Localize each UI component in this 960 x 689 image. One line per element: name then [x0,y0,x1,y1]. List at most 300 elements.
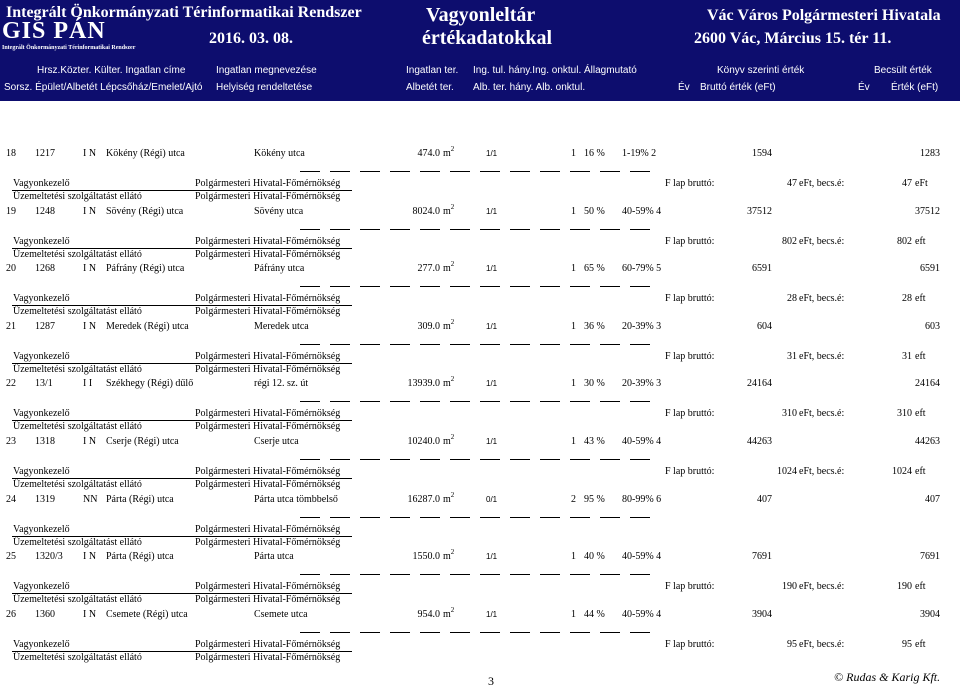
estimate-unit: eft [915,293,926,304]
flap-label: F lap bruttó: [665,466,715,477]
separator-dash [570,459,590,460]
row-rule [12,478,352,479]
property-address: Párta (Régi) utca [106,551,174,562]
separator-dash [300,401,320,402]
separator-dash [480,344,500,345]
own-share: 1 [571,321,576,332]
book-value: 604 [757,321,772,332]
own-share: 1 [571,436,576,447]
flap-unit: eFt, becs.é: [799,466,845,477]
estimated-value: 407 [925,494,940,505]
separator-dash [420,574,440,575]
manager-value: Polgármesteri Hivatal-Főmérnökség [195,178,341,189]
operator-value: Polgármesteri Hivatal-Főmérnökség [195,652,341,663]
ownership-fraction: 1/1 [486,264,498,273]
parcel-number: 1217 [35,148,55,159]
separator-dash [450,401,470,402]
property-name: Párta utca tömbbelső [254,494,338,505]
operator-value: Polgármesteri Hivatal-Főmérnökség [195,479,341,490]
row-number: 25 [6,551,16,562]
separator-dash [330,401,350,402]
row-number: 19 [6,206,16,217]
manager-label: Vagyonkezelő [13,236,70,247]
separator-dash [300,574,320,575]
separator-dash [390,517,410,518]
land-type: I N [83,148,97,159]
row-number: 22 [6,378,16,389]
separator-dash [570,574,590,575]
condition-band: 80-99% 6 [622,494,662,505]
property-address: Sövény (Régi) utca [106,206,184,217]
page-number: 3 [488,674,494,688]
manager-value: Polgármesteri Hivatal-Főmérnökség [195,293,341,304]
flap-value: 310 [782,408,797,419]
separator-dash [300,286,320,287]
manager-value: Polgármesteri Hivatal-Főmérnökség [195,466,341,477]
col-est-value-header: Érték (eFt) [891,82,939,93]
estimate-value: 1024 [892,466,912,477]
book-value: 1594 [752,148,772,159]
estimate-unit: eft [915,236,926,247]
estimated-value: 603 [925,321,940,332]
property-name: Cserje utca [254,436,299,447]
row-number: 18 [6,148,16,159]
row-rule [12,190,352,191]
manager-label: Vagyonkezelő [13,581,70,592]
manager-label: Vagyonkezelő [13,408,70,419]
separator-dash [540,574,560,575]
estimated-value: 44263 [915,436,940,447]
row-number: 20 [6,263,16,274]
operator-label: Üzemeltetési szolgáltatást ellátó [13,306,142,317]
condition-band: 60-79% 5 [622,263,662,274]
logo-text: GIS PÁN [2,18,106,44]
operator-value: Polgármesteri Hivatal-Főmérnökség [195,594,341,605]
separator-dash [450,574,470,575]
copyright: © Rudas & Karig Kft. [834,670,941,684]
separator-dash [540,632,560,633]
flap-value: 95 [787,639,797,650]
separator-dash [360,401,380,402]
condition-percent: 95 % [584,494,605,505]
parcel-number: 1268 [35,263,55,274]
separator-dash [450,632,470,633]
flap-unit: eFt, becs.é: [799,581,845,592]
area-unit: $m^2$ [443,203,455,217]
book-value: 24164 [747,378,772,389]
col-building-header: Sorsz. Épület/Albetét Lépcsőház/Emelet/Ajtó [4,82,203,93]
separator-dash [630,632,650,633]
operator-value: Polgármesteri Hivatal-Főmérnökség [195,191,341,202]
row-rule [12,248,352,249]
separator-dash [420,171,440,172]
condition-percent: 44 % [584,609,605,620]
col-year-header: Év [678,82,690,93]
area-unit: $m^2$ [443,260,455,274]
property-name: Csemete utca [254,609,308,620]
separator-dash [330,229,350,230]
ownership-fraction: 1/1 [486,552,498,561]
row-number: 24 [6,494,16,505]
separator-dash [570,286,590,287]
condition-band: 20-39% 3 [622,321,662,332]
condition-percent: 40 % [584,551,605,562]
separator-dash [330,459,350,460]
separator-dash [450,171,470,172]
flap-unit: eFt, becs.é: [799,639,845,650]
land-type: I N [83,551,97,562]
condition-percent: 16 % [584,148,605,159]
separator-dash [540,171,560,172]
manager-label: Vagyonkezelő [13,178,70,189]
separator-dash [510,171,530,172]
book-value: 37512 [747,206,772,217]
separator-dash [480,517,500,518]
parcel-number: 1360 [35,609,55,620]
separator-dash [570,229,590,230]
operator-label: Üzemeltetési szolgáltatást ellátó [13,594,142,605]
property-area: 1550.0 [412,551,440,562]
property-name: Kökény utca [254,148,305,159]
estimate-unit: eFt [915,178,928,189]
separator-dash [600,401,620,402]
separator-dash [600,229,620,230]
estimate-value: 95 [902,639,912,650]
own-share: 1 [571,263,576,274]
separator-dash [450,286,470,287]
property-name: régi 12. sz. út [254,378,309,389]
property-address: Meredek (Régi) utca [106,321,189,332]
property-address: Székhegy (Régi) dűlő [106,378,194,389]
operator-value: Polgármesteri Hivatal-Főmérnökség [195,421,341,432]
flap-value: 28 [787,293,797,304]
area-unit: $m^2$ [443,606,455,620]
estimated-value: 6591 [920,263,940,274]
estimate-unit: eft [915,466,926,477]
condition-band: 40-59% 4 [622,551,662,562]
separator-dash [570,632,590,633]
condition-percent: 36 % [584,321,605,332]
separator-dash [390,459,410,460]
separator-dash [510,344,530,345]
flap-label: F lap bruttó: [665,293,715,304]
separator-dash [480,459,500,460]
separator-dash [420,459,440,460]
row-number: 23 [6,436,16,447]
parcel-number: 1320/3 [35,551,63,562]
separator-dash [540,344,560,345]
separator-dash [390,229,410,230]
separator-dash [450,344,470,345]
separator-dash [480,401,500,402]
separator-dash [390,632,410,633]
manager-value: Polgármesteri Hivatal-Főmérnökség [195,351,341,362]
property-name: Páfrány utca [254,263,305,274]
col-area-header: Ingatlan ter. [406,65,459,76]
property-area: 10240.0 [407,436,440,447]
flap-label: F lap bruttó: [665,408,715,419]
book-value: 407 [757,494,772,505]
separator-dash [450,459,470,460]
separator-dash [390,401,410,402]
separator-dash [360,517,380,518]
separator-dash [480,632,500,633]
area-unit: $m^2$ [443,433,455,447]
estimated-value: 1283 [920,148,940,159]
separator-dash [510,517,530,518]
separator-dash [510,286,530,287]
separator-dash [330,344,350,345]
condition-percent: 50 % [584,206,605,217]
property-address: Cserje (Régi) utca [106,436,179,447]
separator-dash [630,459,650,460]
operator-label: Üzemeltetési szolgáltatást ellátó [13,652,142,663]
own-share: 1 [571,378,576,389]
property-address: Kökény (Régi) utca [106,148,185,159]
flap-label: F lap bruttó: [665,351,715,362]
separator-dash [330,632,350,633]
separator-dash [330,286,350,287]
land-type: I N [83,206,97,217]
property-name: Meredek utca [254,321,309,332]
separator-dash [300,459,320,460]
separator-dash [480,171,500,172]
separator-dash [600,171,620,172]
separator-dash [570,401,590,402]
separator-dash [390,171,410,172]
estimate-unit: eft [915,639,926,650]
book-value: 3904 [752,609,772,620]
separator-dash [510,401,530,402]
flap-unit: eFt, becs.é: [799,293,845,304]
row-rule [12,305,352,306]
separator-dash [630,401,650,402]
col-unit-area-header: Albetét ter. [406,82,454,93]
manager-value: Polgármesteri Hivatal-Főmérnökség [195,639,341,650]
operator-label: Üzemeltetési szolgáltatást ellátó [13,249,142,260]
property-address: Páfrány (Régi) utca [106,263,185,274]
area-unit: $m^2$ [443,145,455,159]
own-share: 1 [571,206,576,217]
separator-dash [540,517,560,518]
separator-dash [420,229,440,230]
operator-value: Polgármesteri Hivatal-Főmérnökség [195,249,341,260]
col-est-year-header: Év [858,82,870,93]
flap-unit: eFt, becs.é: [799,351,845,362]
logo-subtitle: Integrált Önkormányzati Térinformatikai Rendszer [2,45,136,51]
col-share-header: Ing. tul. hány.Ing. onktul. Állagmutató [473,65,637,76]
ownership-fraction: 1/1 [486,322,498,331]
area-unit: $m^2$ [443,318,455,332]
book-value: 6591 [752,263,772,274]
separator-dash [570,171,590,172]
separator-dash [390,344,410,345]
property-name: Sövény utca [254,206,304,217]
separator-dash [420,632,440,633]
property-area: 8024.0 [412,206,440,217]
separator-dash [360,171,380,172]
gispan-logo [0,18,138,54]
separator-dash [600,632,620,633]
separator-dash [420,517,440,518]
col-gross-header: Bruttó érték (eFt) [700,82,776,93]
condition-percent: 30 % [584,378,605,389]
property-area: 277.0 [417,263,440,274]
separator-dash [360,459,380,460]
property-name: Párta utca [254,551,294,562]
land-type: I N [83,609,97,620]
ownership-fraction: 1/1 [486,437,498,446]
property-area: 309.0 [417,321,440,332]
condition-band: 40-59% 4 [622,609,662,620]
condition-band: 40-59% 4 [622,206,662,217]
operator-label: Üzemeltetési szolgáltatást ellátó [13,479,142,490]
separator-dash [630,286,650,287]
separator-dash [600,286,620,287]
condition-band: 1-19% 2 [622,148,657,159]
condition-percent: 65 % [584,263,605,274]
own-share: 1 [571,551,576,562]
system-title: Integrált Önkormányzati Térinformatikai Rendszer [6,4,362,21]
separator-dash [420,344,440,345]
operator-value: Polgármesteri Hivatal-Főmérnökség [195,364,341,375]
area-unit: $m^2$ [443,375,455,389]
separator-dash [300,517,320,518]
separator-dash [390,286,410,287]
condition-band: 40-59% 4 [622,436,662,447]
property-area: 13939.0 [407,378,440,389]
manager-label: Vagyonkezelő [13,524,70,535]
flap-unit: eFt, becs.é: [799,408,845,419]
ownership-fraction: 1/1 [486,610,498,619]
estimated-value: 24164 [915,378,940,389]
property-area: 474.0 [417,148,440,159]
separator-dash [540,286,560,287]
row-number: 21 [6,321,16,332]
col-estimated-header: Becsült érték [874,65,932,76]
separator-dash [630,229,650,230]
ownership-fraction: 1/1 [486,379,498,388]
separator-dash [630,171,650,172]
separator-dash [570,517,590,518]
manager-label: Vagyonkezelő [13,351,70,362]
flap-label: F lap bruttó: [665,236,715,247]
manager-label: Vagyonkezelő [13,293,70,304]
flap-unit: eFt, becs.é: [799,236,845,247]
separator-dash [600,517,620,518]
land-type: NN [83,494,98,505]
separator-dash [510,574,530,575]
estimate-value: 47 [902,178,912,189]
land-type: I I [83,378,93,389]
operator-label: Üzemeltetési szolgáltatást ellátó [13,537,142,548]
operator-label: Üzemeltetési szolgáltatást ellátó [13,421,142,432]
separator-dash [510,229,530,230]
operator-label: Üzemeltetési szolgáltatást ellátó [13,364,142,375]
separator-dash [510,632,530,633]
separator-dash [510,459,530,460]
estimate-unit: eft [915,581,926,592]
manager-label: Vagyonkezelő [13,466,70,477]
separator-dash [450,229,470,230]
row-rule [12,651,352,652]
separator-dash [480,229,500,230]
parcel-number: 1248 [35,206,55,217]
ownership-fraction: 1/1 [486,149,498,158]
separator-dash [300,171,320,172]
row-rule [12,536,352,537]
manager-value: Polgármesteri Hivatal-Főmérnökség [195,236,341,247]
separator-dash [570,344,590,345]
separator-dash [300,632,320,633]
flap-value: 47 [787,178,797,189]
estimate-value: 190 [897,581,912,592]
estimate-unit: eft [915,351,926,362]
operator-value: Polgármesteri Hivatal-Főmérnökség [195,306,341,317]
separator-dash [360,632,380,633]
col-book-value-header: Könyv szerinti érték [717,65,805,76]
separator-dash [630,344,650,345]
row-rule [12,420,352,421]
separator-dash [600,459,620,460]
operator-value: Polgármesteri Hivatal-Főmérnökség [195,537,341,548]
row-number: 26 [6,609,16,620]
separator-dash [330,574,350,575]
book-value: 44263 [747,436,772,447]
separator-dash [360,574,380,575]
row-rule [12,363,352,364]
separator-dash [330,517,350,518]
separator-dash [540,401,560,402]
row-rule [12,593,352,594]
separator-dash [600,574,620,575]
report-title-2: értékadatokkal [422,27,552,49]
flap-value: 802 [782,236,797,247]
flap-label: F lap bruttó: [665,178,715,189]
separator-dash [360,286,380,287]
separator-dash [300,229,320,230]
separator-dash [300,344,320,345]
ownership-fraction: 1/1 [486,207,498,216]
org-address: 2600 Vác, Március 15. tér 11. [694,30,892,47]
parcel-number: 1319 [35,494,55,505]
area-unit: $m^2$ [443,548,455,562]
report-date: 2016. 03. 08. [209,30,293,47]
org-name: Vác Város Polgármesteri Hivatala [707,7,941,24]
col-unit-share-header: Alb. ter. hány. Alb. onktul. [473,82,586,93]
estimated-value: 3904 [920,609,940,620]
separator-dash [420,401,440,402]
col-name-header: Ingatlan megnevezése [216,65,317,76]
flap-value: 1024 [777,466,797,477]
estimate-value: 802 [897,236,912,247]
flap-label: F lap bruttó: [665,639,715,650]
col-address-header: Hrsz.Közter. Külter. Ingatlan címe [37,65,186,76]
report-title-1: Vagyonleltár [426,4,536,26]
parcel-number: 1318 [35,436,55,447]
parcel-number: 13/1 [35,378,53,389]
estimate-value: 28 [902,293,912,304]
estimate-unit: eft [915,408,926,419]
manager-value: Polgármesteri Hivatal-Főmérnökség [195,581,341,592]
flap-label: F lap bruttó: [665,581,715,592]
separator-dash [630,574,650,575]
separator-dash [390,574,410,575]
separator-dash [480,286,500,287]
own-share: 1 [571,609,576,620]
separator-dash [360,229,380,230]
estimated-value: 7691 [920,551,940,562]
